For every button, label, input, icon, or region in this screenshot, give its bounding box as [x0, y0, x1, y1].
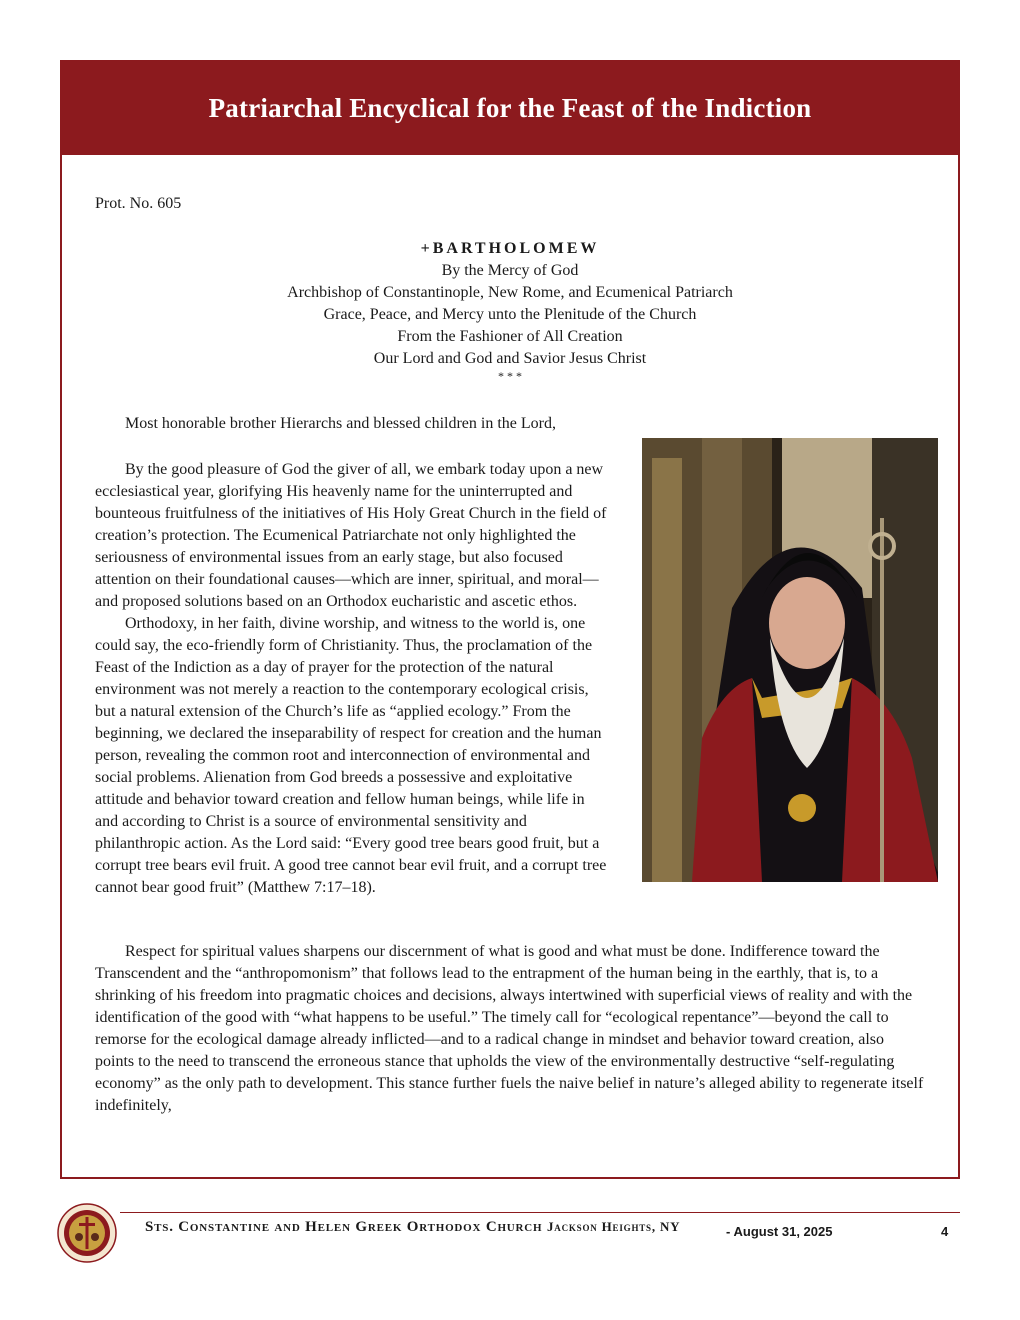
salutation-line: Archbishop of Constantinople, New Rome, and Ecumenical Patriarch [287, 284, 733, 301]
footer-separator: - [726, 1224, 731, 1239]
salutation-block [62, 238, 958, 382]
patriarch-photo [642, 438, 938, 882]
paragraph: By the good pleasure of God the giver of all, we embark today upon a new ecclesiastical year, glorifying His heavenly name for the uninterrupted and bounteous fruitfulness of the initiatives of His Holy Great Church in the field of creation’s protection. The Ecumenical Patriarchate not only highlighted the seriousness of environmental issues from an early stage, but also focused attention on their foundational causes—which are inner, spiritual, and moral—and proposed solutions based on an Orthodox eucharistic and ascetic ethos. [95, 461, 607, 610]
article-body-full-width [95, 941, 925, 1117]
church-name: Sts. Constantine and Helen Greek Orthodox Church [145, 1219, 543, 1235]
title-banner [62, 62, 958, 155]
article-frame [60, 60, 960, 1179]
greeting: Most honorable brother Hierarchs and blessed children in the Lord, [125, 415, 556, 432]
patriarch-name: +BARTHOLOMEW [420, 240, 600, 257]
salutation-line: By the Mercy of God [441, 262, 579, 279]
salutation-line: Our Lord and God and Savior Jesus Christ [373, 350, 647, 367]
patriarch-photo-illustration [642, 438, 938, 882]
paragraph: Respect for spiritual values sharpens our discernment of what is good and what must be done. Indifference toward the Transcendent and the “anthropomonism” that follows lead to the entrapment of the human being in the earthly, that is, to a shrinking of his freedom into pragmatic choices and decisions, always intertwined with superficial views of reality and with the identification of the good with “what happens to be useful.” The timely call for “ecological repentance”—beyond the call to remorse for the ecological damage already inflicted—and to a radical change in mindset and behavior toward creation, also points to the need to transcend the erroneous stance that upholds the view of the environmentally destructive “self-regulating economy” as the only path to development. This stance further fuels the naive belief in nature’s alleged ability to regenerate itself indefinitely, [95, 943, 924, 1114]
church-seal-icon [57, 1203, 117, 1263]
page-number: 4 [941, 1224, 949, 1239]
protocol-number: Prot. No. 605 [95, 195, 182, 212]
section-divider: * * * [498, 369, 522, 383]
footer-church-name [145, 1219, 680, 1236]
church-location: Jackson Heights, NY [546, 1219, 681, 1234]
footer-rule [120, 1212, 960, 1213]
footer-date [726, 1224, 832, 1239]
salutation-line: Grace, Peace, and Mercy unto the Plenitude of the Church [323, 306, 697, 323]
page-title: Patriarchal Encyclical for the Feast of the Indiction [208, 93, 812, 123]
paragraph: Orthodoxy, in her faith, divine worship, and witness to the world is, one could say, the eco-friendly form of Christianity. Thus, the proclamation of the Feast of the Indiction as a day of prayer for the protection of the natural environment was not merely a reaction to the contemporary ecological crisis, but a natural extension of the Church’s life as “applied ecology.” From the beginning, we declared the inseparability of respect for creation and the human person, revealing the common root and interconnection of environmental and social problems. Alienation from God breeds a possessive and exploitative attitude and behavior toward creation and fellow human beings, while life in and according to Christ is a source of environmental sensitivity and philanthropic action. As the Lord said: “Every good tree bears good fruit, but a corrupt tree bears evil fruit. A good tree cannot bear evil fruit, and a corrupt tree cannot bear good fruit” (Matthew 7:17–18). [95, 615, 607, 896]
issue-date: August 31, 2025 [733, 1224, 833, 1239]
article-body-with-image [95, 459, 607, 899]
salutation-line: From the Fashioner of All Creation [397, 328, 623, 345]
